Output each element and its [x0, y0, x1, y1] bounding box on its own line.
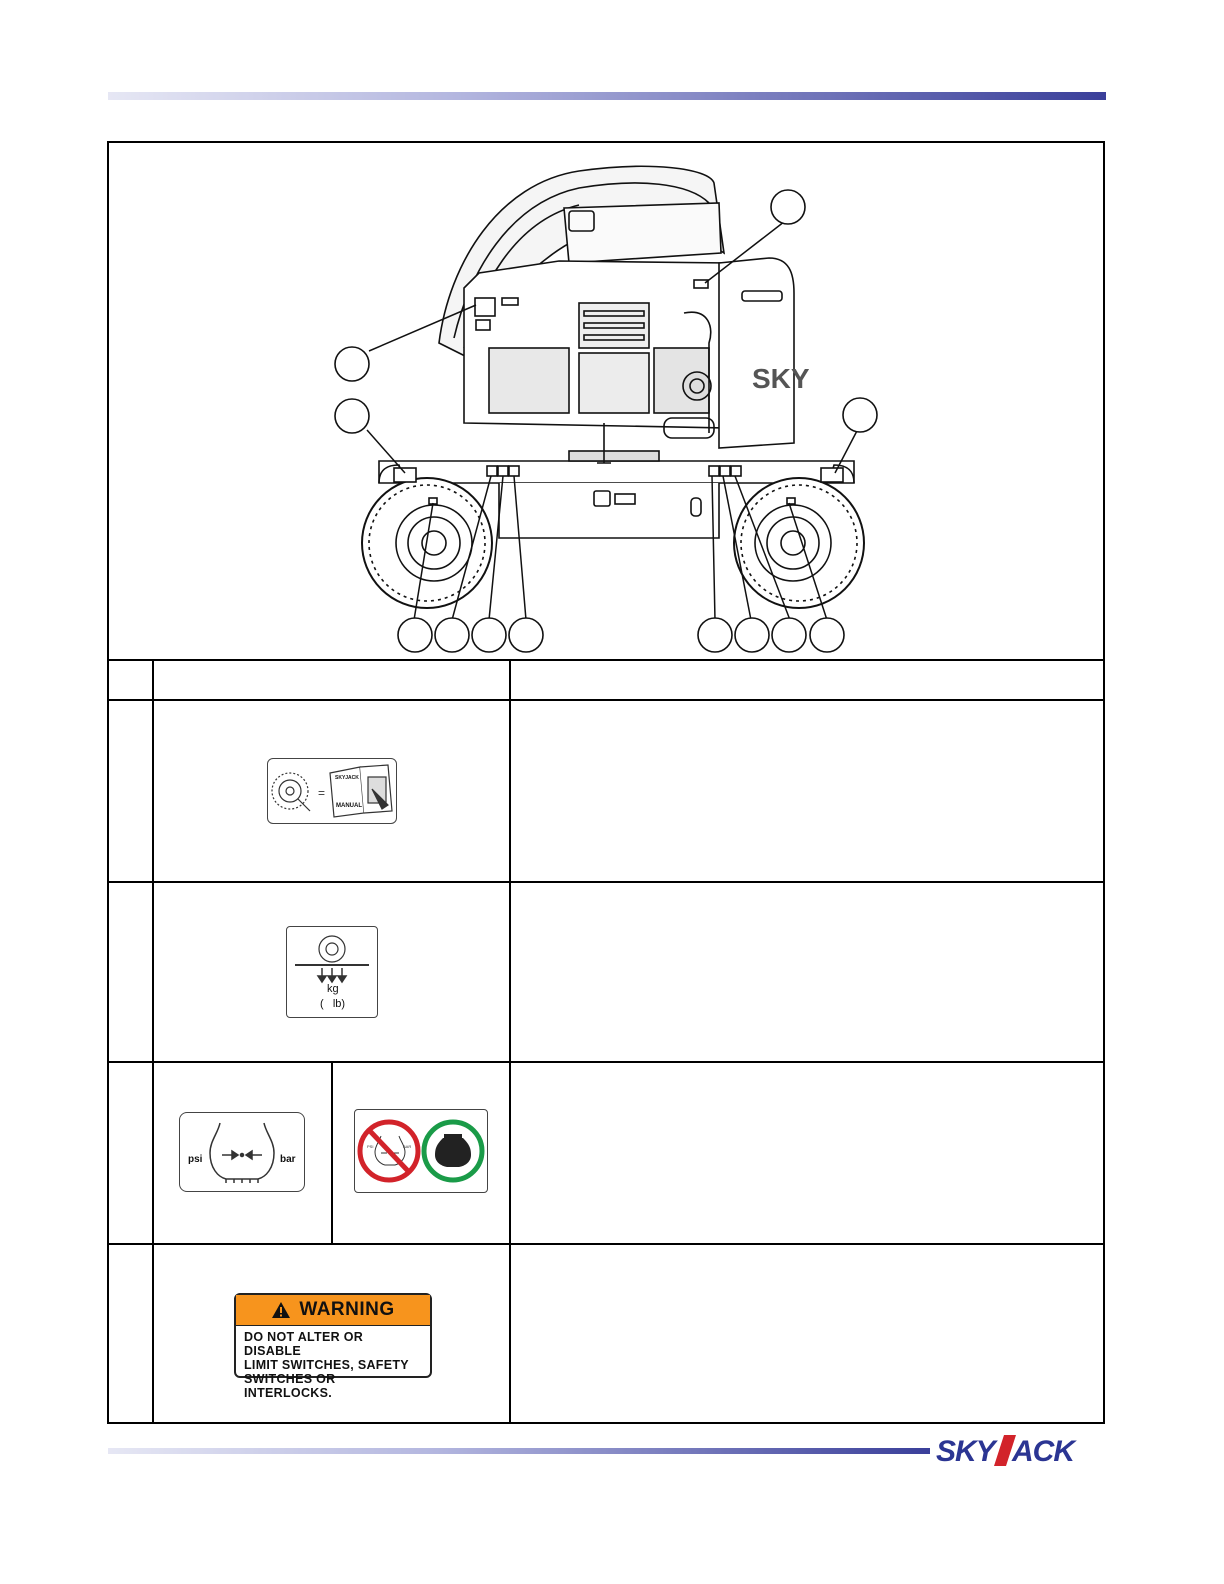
warning-text: DO NOT ALTER OR DISABLE LIMIT SWITCHES, SAFETY SWITCHES OR INTERLOCKS. — [244, 1330, 409, 1400]
callout-marker — [472, 618, 506, 652]
warning-header — [236, 1295, 430, 1326]
decal-frame — [107, 141, 1105, 1424]
callout-marker — [843, 398, 877, 432]
svg-text:=: = — [318, 786, 326, 800]
machine-diagram — [109, 143, 1103, 660]
callout-marker — [335, 347, 369, 381]
mini-bar-label: BAR — [403, 1144, 412, 1149]
footer-bar — [108, 1448, 930, 1454]
warning-triangle-icon — [271, 1301, 291, 1319]
pressure-unit-bar: bar — [280, 1154, 296, 1165]
manual-brand-label: SKYJACK — [335, 775, 359, 781]
callout-marker — [735, 618, 769, 652]
svg-text:ACK: ACK — [1012, 1435, 1074, 1468]
callout-marker — [435, 618, 469, 652]
header-bar — [108, 92, 1106, 100]
callout-marker — [772, 618, 806, 652]
callout-marker — [335, 399, 369, 433]
mini-psi-label: PSI — [367, 1144, 374, 1149]
callout-marker — [810, 618, 844, 652]
machine-logo: SKY — [752, 363, 810, 394]
tire-service-manual-decal — [267, 758, 397, 824]
callout-marker — [698, 618, 732, 652]
wheel-load-unit-lb: ( lb) — [320, 998, 346, 1010]
decal-table — [109, 659, 1103, 1424]
tire-pressure-decal — [179, 1112, 305, 1192]
no-air-foam-fill-decal — [354, 1109, 488, 1193]
warning-title: WARNING — [299, 1299, 395, 1320]
wheel-load-unit-kg: kg — [327, 983, 339, 995]
wheel-load-decal — [286, 926, 378, 1018]
warning-decal — [234, 1293, 432, 1400]
callout-marker — [771, 190, 805, 224]
manual-label: MANUAL — [336, 803, 362, 809]
pressure-unit-psi: psi — [188, 1154, 203, 1165]
callout-marker — [398, 618, 432, 652]
svg-text:SKY: SKY — [936, 1435, 995, 1468]
skyjack-logo — [936, 1432, 1108, 1470]
callout-marker — [509, 618, 543, 652]
